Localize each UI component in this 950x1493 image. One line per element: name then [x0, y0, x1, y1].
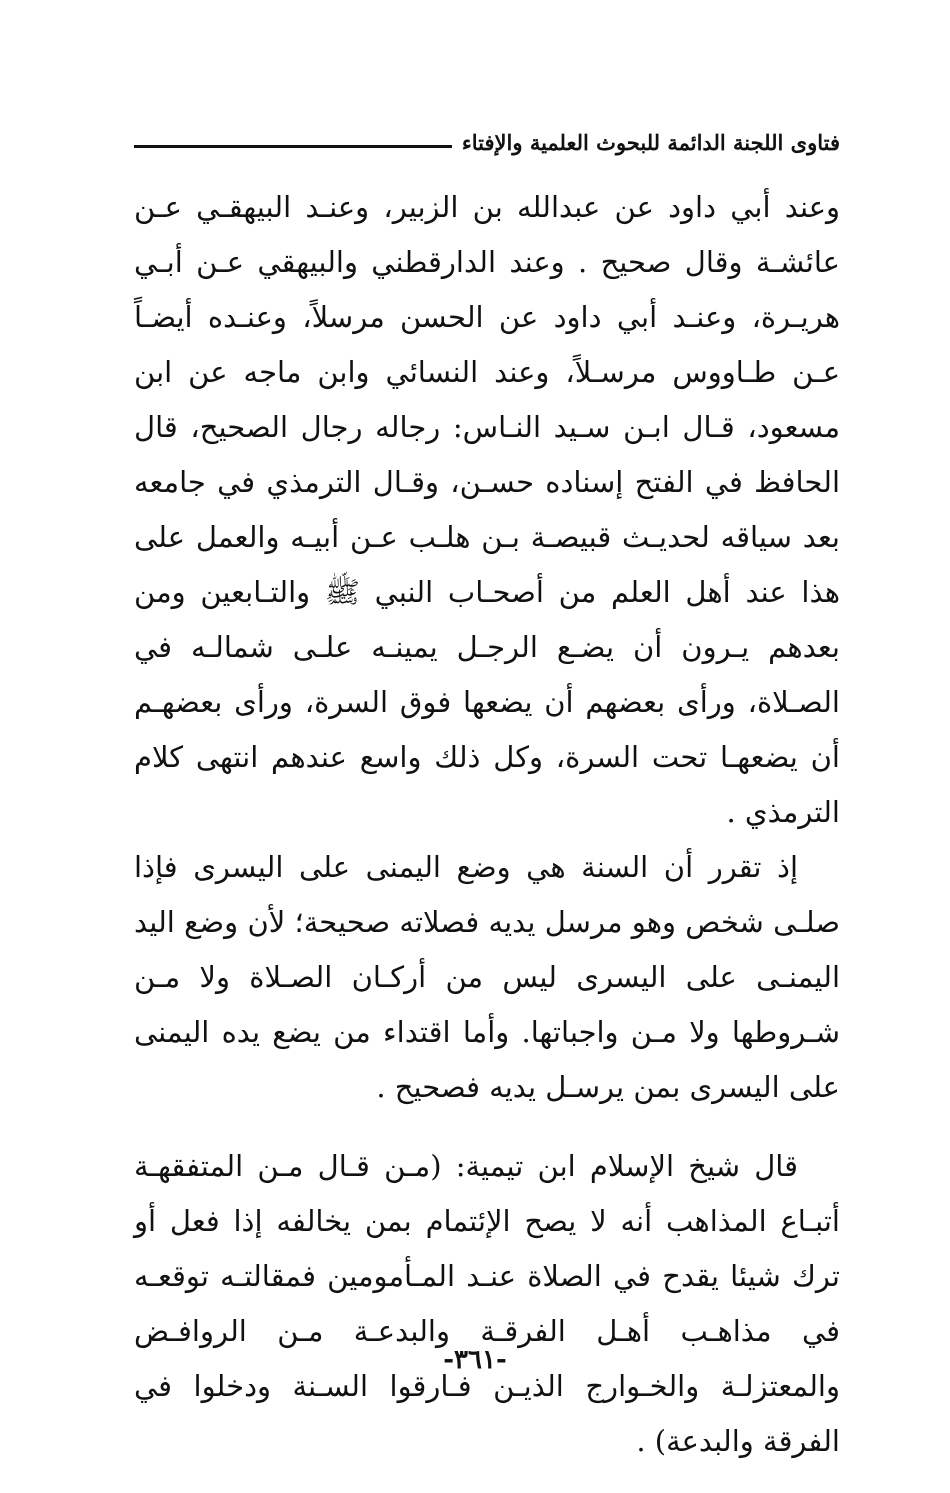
- running-header: [134, 122, 840, 162]
- paragraph-ruling: إذ تقرر أن السنة هي وضع اليمنى على اليسرى فإذا صلـى شخص وهو مرسل يديه فصلاته صحيحة؛ لأن وضع اليد اليمنـى على اليسرى ليس من أركـان الصـلاة ولا مـن شـروطها ولا مـن واجباتها. وأما اقتداء من يضع يده اليمنى على اليسرى بمن يرسـل يديه فصحيح .: [134, 850, 840, 1104]
- paragraph-ibn-taymiyyah-quote: قال شيخ الإسلام ابن تيمية: (مـن قـال مـن المتفقهـة أتبـاع المذاهب أنه لا يصح الإئتمام بمن يخالفه إذا فعل أو ترك شيئا يقدح في الصلاة عنـد المـأمومين فمقالتـه توقعـه في مذاهـب أهـل الفرقـة والبدعـة مـن الروافـض والمعتزلـة والخـوارج الذيـن فـارقوا السـنة ودخلوا في الفرقة والبدعة) .: [134, 1149, 840, 1458]
- page-number: -٣٦١-: [443, 1345, 507, 1375]
- header-rule: [134, 145, 452, 148]
- header-title: فتاوى اللجنة الدائمة للبحوث العلمية والإفتاء: [461, 129, 840, 155]
- paragraph-hadith-narrations: وعند أبي داود عن عبدالله بن الزبير، وعنـد البيهقـي عـن عائشـة وقال صحيح . وعند الدارقطني والبيهقي عـن أبـي هريـرة، وعنـد أبي داود عن الحسن مرسلاً، وعنـده أيضـاً عـن طـاووس مرسـلاً، وعند النسائي وابن ماجه عن ابن مسعود، قـال ابـن سـيد النـاس: رجاله رجال الصحيح، قال الحافظ في الفتح إسناده حسـن، وقـال الترمذي في جامعه بعد سياقه لحديـث قبيصـة بـن هلـب عـن أبيـه والعمل على هذا عند أهل العلم من أصحـاب النبي ﷺ والتـابعين ومن بعدهم يـرون أن يضـع الرجـل يمينـه علـى شمالـه في الصـلاة، ورأى بعضهم أن يضعها فوق السرة، ورأى بعضهـم أن يضعهـا تحت السرة، وكل ذلك واسع عندهم انتهى كلام الترمذي .: [134, 190, 841, 829]
- body-text: [134, 180, 840, 1469]
